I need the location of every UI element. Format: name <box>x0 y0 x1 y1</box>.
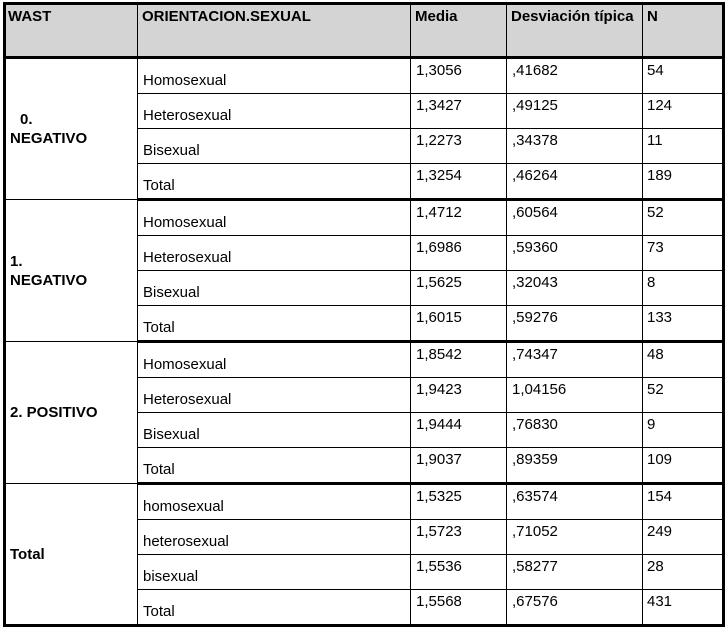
cell-media: 1,5325 <box>411 484 507 520</box>
cell-desviacion: ,89359 <box>507 448 643 484</box>
group-label-wast <box>5 58 138 200</box>
cell-desviacion: ,46264 <box>507 164 643 200</box>
cell-media: 1,2273 <box>411 129 507 164</box>
cell-desviacion: ,63574 <box>507 484 643 520</box>
group-label-line1: 1. <box>10 252 23 270</box>
cell-media: 1,5536 <box>411 555 507 590</box>
cell-desviacion: ,60564 <box>507 200 643 236</box>
header-n: N <box>643 4 724 58</box>
cell-desviacion: ,34378 <box>507 129 643 164</box>
group-label-line2: NEGATIVO <box>10 130 88 147</box>
cell-media: 1,9444 <box>411 413 507 448</box>
stats-table-container <box>3 2 725 627</box>
cell-n: 28 <box>643 555 724 590</box>
cell-desviacion: ,49125 <box>507 94 643 129</box>
cell-media: 1,5723 <box>411 520 507 555</box>
cell-orientacion: Homosexual <box>138 342 411 378</box>
cell-orientacion: heterosexual <box>138 520 411 555</box>
cell-media: 1,9037 <box>411 448 507 484</box>
cell-n: 8 <box>643 271 724 306</box>
cell-n: 431 <box>643 590 724 626</box>
cell-n: 124 <box>643 94 724 129</box>
cell-n: 189 <box>643 164 724 200</box>
cell-orientacion: homosexual <box>138 484 411 520</box>
cell-orientacion: Bisexual <box>138 129 411 164</box>
cell-desviacion: ,59276 <box>507 306 643 342</box>
cell-media: 1,3427 <box>411 94 507 129</box>
cell-orientacion: Bisexual <box>138 271 411 306</box>
group-label-wast <box>5 484 138 626</box>
cell-media: 1,8542 <box>411 342 507 378</box>
cell-orientacion: Homosexual <box>138 200 411 236</box>
table-row <box>5 342 724 378</box>
cell-desviacion: ,32043 <box>507 271 643 306</box>
cell-orientacion: Bisexual <box>138 413 411 448</box>
cell-n: 133 <box>643 306 724 342</box>
group-label-wast <box>5 200 138 342</box>
cell-desviacion: 1,04156 <box>507 378 643 413</box>
cell-n: 154 <box>643 484 724 520</box>
cell-desviacion: ,74347 <box>507 342 643 378</box>
cell-orientacion: Heterosexual <box>138 94 411 129</box>
cell-orientacion: Total <box>138 448 411 484</box>
cell-desviacion: ,59360 <box>507 236 643 271</box>
cell-n: 54 <box>643 58 724 94</box>
table-row <box>5 200 724 236</box>
cell-n: 9 <box>643 413 724 448</box>
cell-media: 1,6986 <box>411 236 507 271</box>
cell-orientacion: Homosexual <box>138 58 411 94</box>
cell-orientacion: Heterosexual <box>138 378 411 413</box>
cell-n: 48 <box>643 342 724 378</box>
cell-orientacion: Total <box>138 306 411 342</box>
cell-media: 1,5625 <box>411 271 507 306</box>
header-orientacion: ORIENTACION.SEXUAL <box>138 4 411 58</box>
cell-n: 52 <box>643 200 724 236</box>
header-media: Media <box>411 4 507 58</box>
cell-orientacion: bisexual <box>138 555 411 590</box>
stats-table <box>3 2 725 627</box>
group-label-line2: NEGATIVO <box>10 271 88 289</box>
cell-media: 1,6015 <box>411 306 507 342</box>
cell-orientacion: Heterosexual <box>138 236 411 271</box>
group-label-line1: 2. POSITIVO <box>10 404 98 421</box>
cell-n: 249 <box>643 520 724 555</box>
table-row <box>5 484 724 520</box>
header-wast: WAST <box>5 4 138 58</box>
cell-n: 52 <box>643 378 724 413</box>
cell-n: 73 <box>643 236 724 271</box>
header-row <box>5 4 724 58</box>
cell-n: 109 <box>643 448 724 484</box>
cell-desviacion: ,58277 <box>507 555 643 590</box>
group-label-line1: Total <box>10 545 45 563</box>
table-body <box>5 58 724 626</box>
cell-media: 1,5568 <box>411 590 507 626</box>
cell-desviacion: ,71052 <box>507 520 643 555</box>
cell-media: 1,9423 <box>411 378 507 413</box>
cell-media: 1,3254 <box>411 164 507 200</box>
group-label-wast <box>5 342 138 484</box>
group-label-line1: 0. <box>20 111 33 128</box>
cell-orientacion: Total <box>138 164 411 200</box>
cell-orientacion: Total <box>138 590 411 626</box>
cell-media: 1,4712 <box>411 200 507 236</box>
cell-desviacion: ,67576 <box>507 590 643 626</box>
cell-media: 1,3056 <box>411 58 507 94</box>
cell-n: 11 <box>643 129 724 164</box>
header-desviacion: Desviación típica <box>507 4 643 58</box>
cell-desviacion: ,41682 <box>507 58 643 94</box>
table-row <box>5 58 724 94</box>
cell-desviacion: ,76830 <box>507 413 643 448</box>
